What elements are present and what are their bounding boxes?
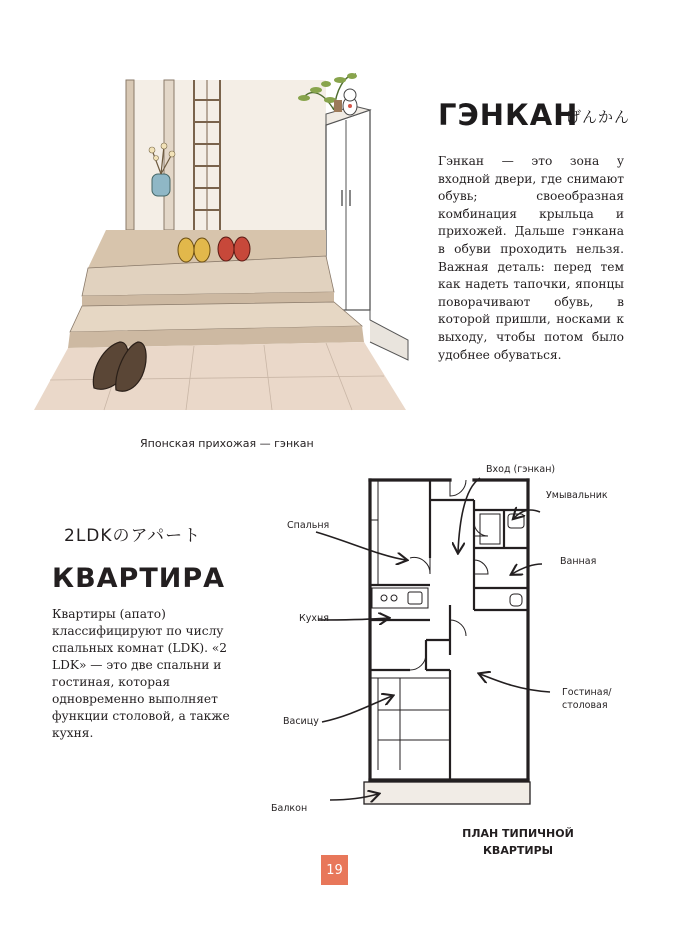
page-number: 19	[321, 855, 348, 885]
label-washitsu: Васицу	[283, 716, 319, 727]
apartment-title: КВАРТИРА	[52, 563, 226, 594]
plan-title-line2: КВАРТИРЫ	[482, 844, 554, 857]
label-living: Гостиная/ столовая	[562, 687, 612, 711]
apartment-title-jp: 2LDKのアパート	[64, 526, 202, 546]
genkan-title: ГЭНКАН	[438, 98, 579, 132]
label-bedroom: Спальня	[287, 520, 330, 531]
label-kitchen: Кухня	[299, 613, 329, 624]
label-bath: Ванная	[560, 556, 597, 567]
plan-title-line1: ПЛАН ТИПИЧНОЙ	[462, 827, 574, 840]
genkan-illustration	[34, 70, 414, 430]
genkan-title-jp: げんかん	[566, 108, 631, 126]
plan-title	[458, 825, 578, 859]
label-sink: Умывальник	[546, 490, 608, 501]
genkan-body: Гэнкан — это зона у входной двери, где снимают обувь; своеобразная комбинация крыльца и прихожей. Дальше гэнкана в обуви проходить нельзя. Важная деталь: перед тем как надеть тапочки, японцы поворачивают обувь, в которой пришли, носками к выходу, чтобы потом было удобнее обуваться.	[438, 154, 624, 362]
illustration-caption: Японская прихожая — гэнкан	[140, 437, 314, 450]
apartment-body: Квартиры (апато) классифицируют по числу спальных комнат (LDK). «2 LDK» — это две спальни и гостиная, которая одновременно выполняет функции столовой, а также кухня.	[52, 607, 230, 740]
label-balcony: Балкон	[271, 803, 308, 814]
label-entrance: Вход (гэнкан)	[486, 464, 556, 475]
floor-plan	[260, 460, 560, 820]
